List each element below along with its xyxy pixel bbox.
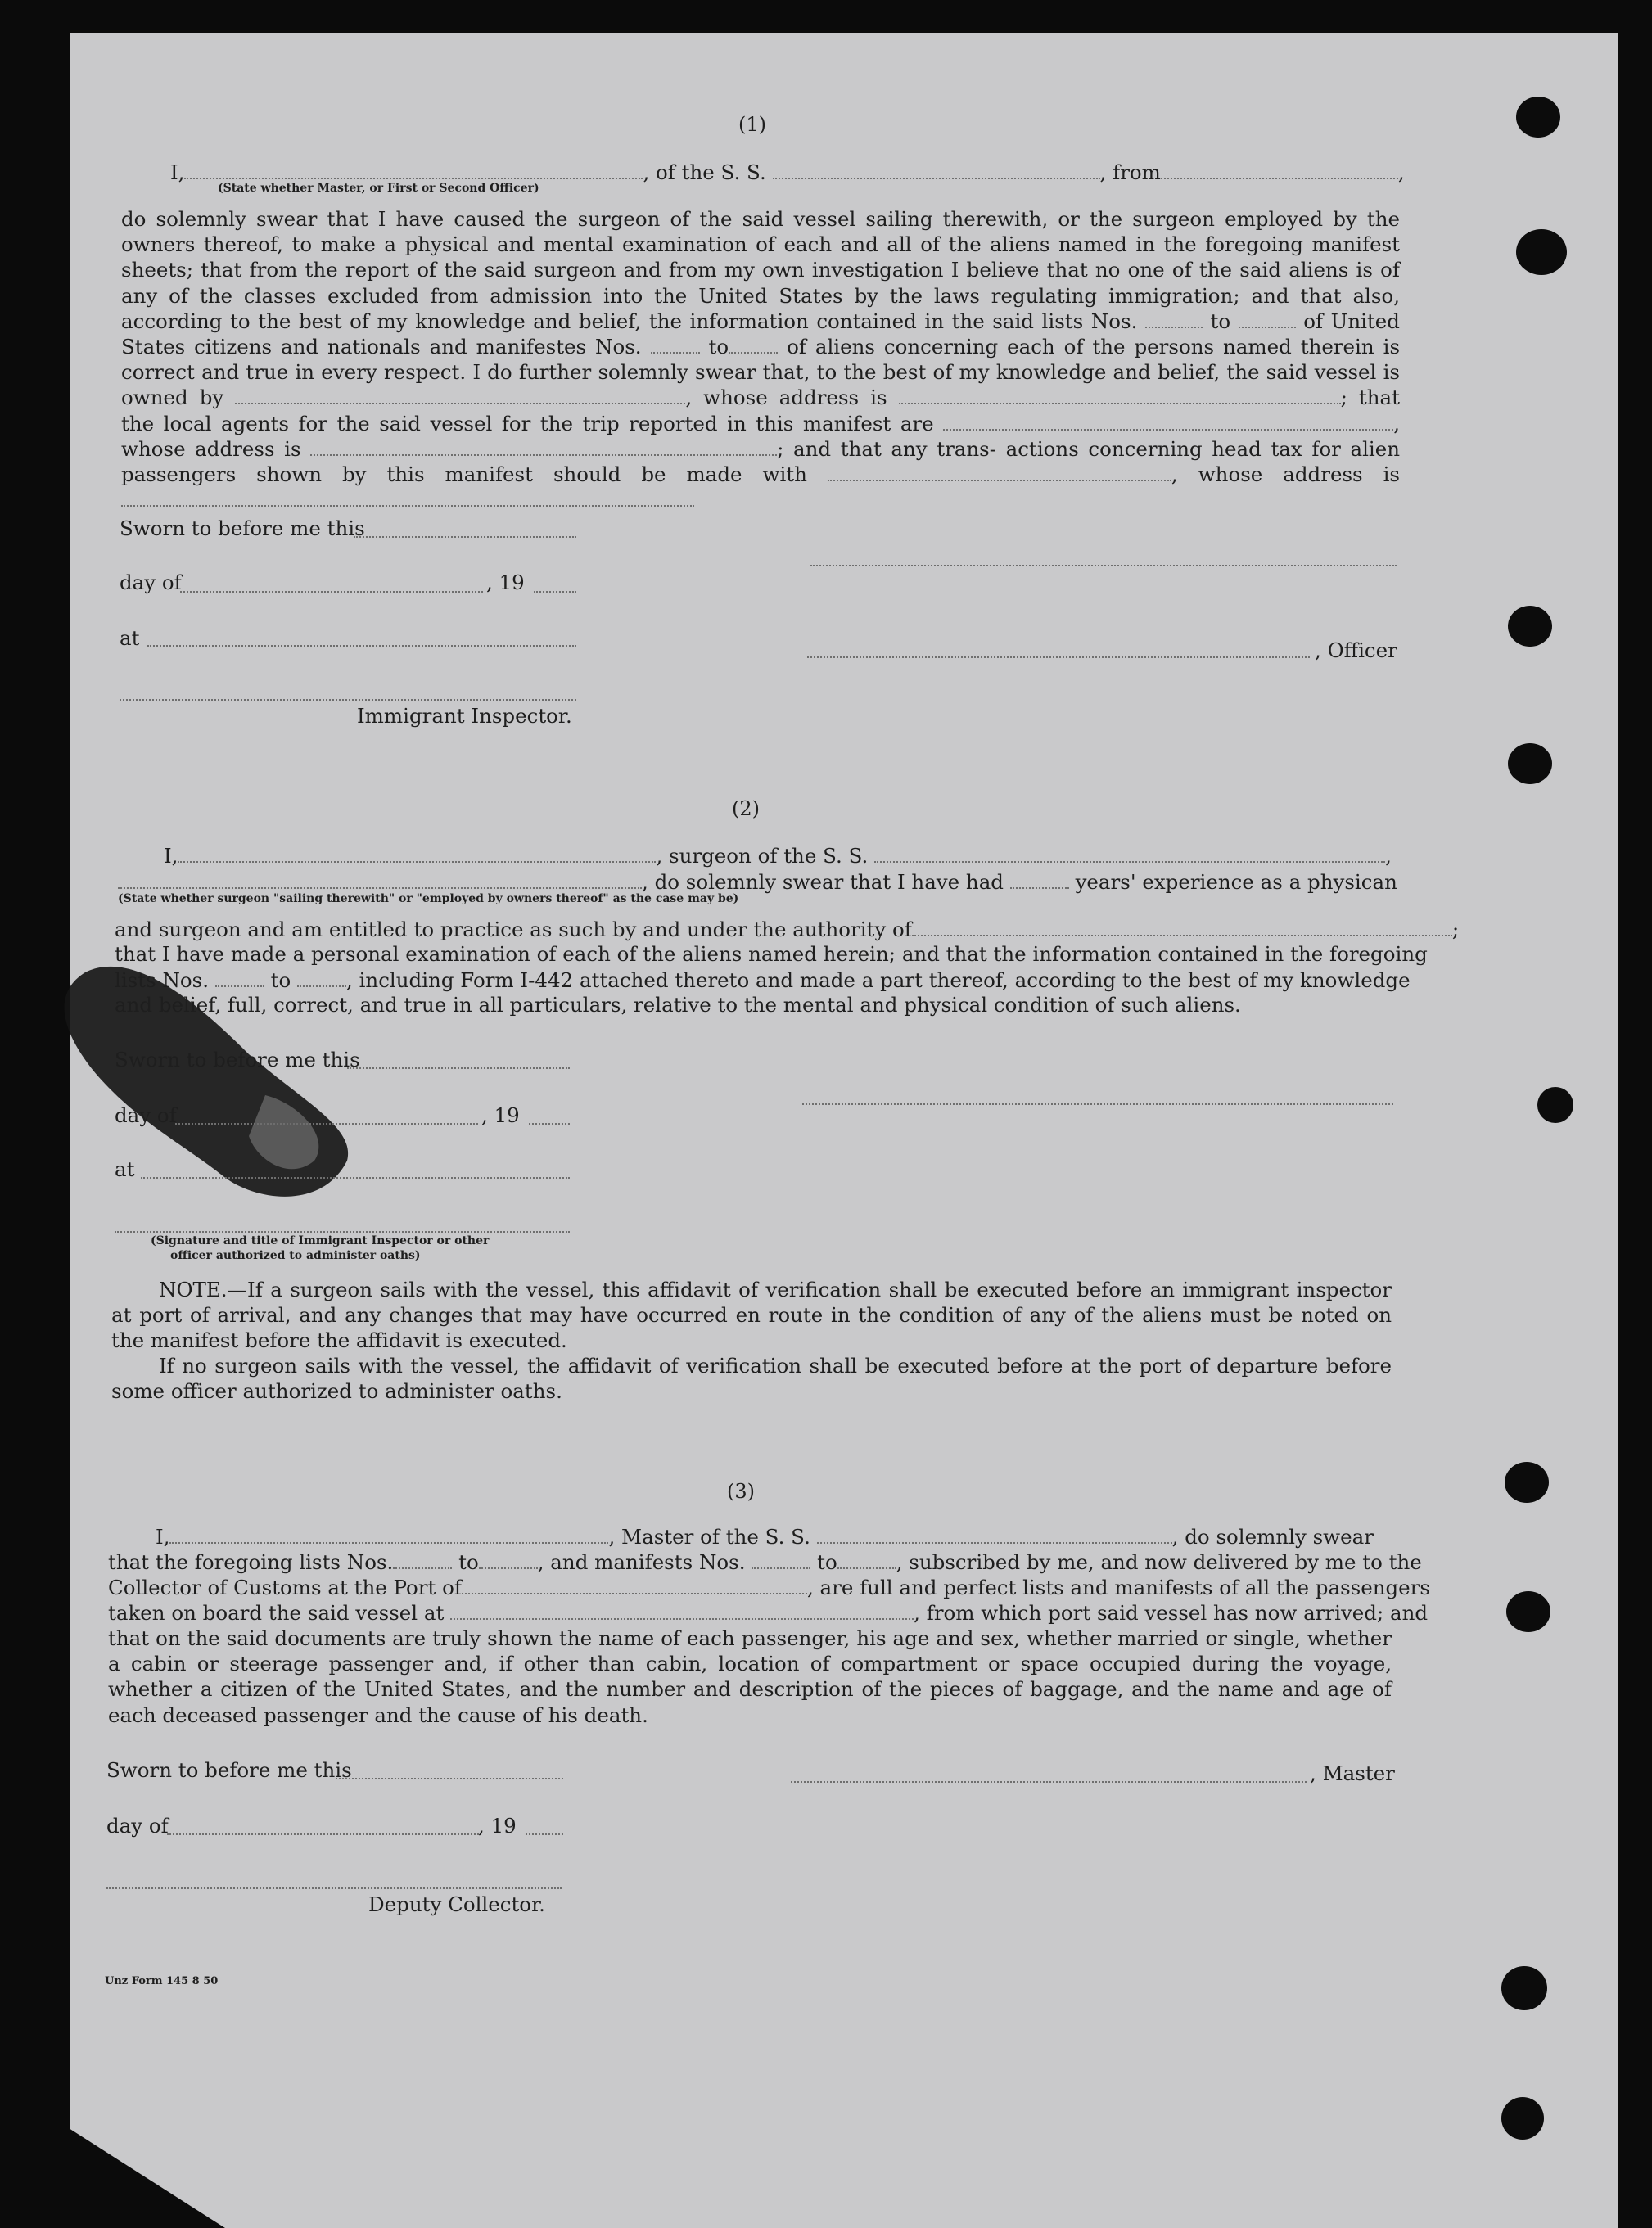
- authority-field[interactable]: [912, 917, 1452, 936]
- boarding-port-field[interactable]: [450, 1600, 914, 1620]
- s3-year-field[interactable]: [526, 1832, 563, 1835]
- s2-lists-from-field[interactable]: [215, 967, 264, 987]
- master-name-field[interactable]: [169, 1524, 608, 1544]
- s3-manifests-from-field[interactable]: [752, 1549, 810, 1569]
- s3-vessel-field[interactable]: [817, 1524, 1172, 1544]
- surgeon-hint: (State whether surgeon "sailing therewith" or "employed by owners thereof" as the case may be): [118, 892, 739, 905]
- s1-at-label: at: [120, 626, 140, 650]
- s2-sig-hint-2: officer authorized to administer oaths): [170, 1249, 421, 1262]
- s3-deputy-label: Deputy Collector.: [368, 1892, 545, 1916]
- port-field[interactable]: [462, 1575, 807, 1594]
- s1-officer-line[interactable]: [807, 655, 1310, 658]
- punch-hole-9: [1501, 2097, 1544, 2140]
- s3-day-field[interactable]: [167, 1832, 481, 1835]
- s2-sworn-label: Sworn to before me this: [115, 1048, 360, 1071]
- punch-hole-2: [1516, 229, 1567, 275]
- owner-field[interactable]: [235, 385, 685, 404]
- punch-hole-8: [1501, 1966, 1547, 2010]
- punch-hole-1: [1516, 97, 1560, 138]
- s3-line-1: I, , Master of the S. S. , do solemnly swear: [156, 1525, 1374, 1549]
- s1-at-field[interactable]: [147, 643, 576, 647]
- agents-address-field[interactable]: [310, 436, 777, 456]
- s1-officer-label: , Officer: [1315, 638, 1397, 662]
- surgeon-status-field[interactable]: [118, 869, 642, 889]
- s3-lists-from-field[interactable]: [393, 1549, 452, 1569]
- punch-hole-4: [1508, 743, 1552, 784]
- s3-day-label: day of: [106, 1814, 169, 1838]
- punch-hole-5: [1537, 1087, 1573, 1123]
- lists-to-field[interactable]: [1239, 309, 1296, 328]
- s1-year-field[interactable]: [534, 589, 576, 593]
- section-1-number: (1): [738, 113, 766, 136]
- surgeon-name-field[interactable]: [178, 843, 656, 863]
- owner-address-field[interactable]: [899, 385, 1341, 404]
- s3-deputy-line[interactable]: [106, 1886, 562, 1889]
- s1-line-1: I, , of the S. S. , from ,: [170, 160, 1405, 184]
- officer-name-field[interactable]: [184, 160, 643, 179]
- s1-day-field[interactable]: [180, 589, 483, 593]
- s3-sworn-field[interactable]: [336, 1776, 563, 1779]
- s2-line-6: and belief, full, correct, and true in all particulars, relative to the mental and physical condition of such aliens.: [115, 993, 1241, 1017]
- s1-sworn-field[interactable]: [354, 534, 576, 538]
- s2-day-field[interactable]: [175, 1121, 478, 1125]
- s1-officer-signature-line[interactable]: [810, 563, 1397, 566]
- years-experience-field[interactable]: [1010, 869, 1069, 889]
- punch-hole-3: [1508, 606, 1552, 647]
- form-id: Unz Form 145 8 50: [105, 1975, 219, 1987]
- section-2-number: (2): [732, 797, 760, 820]
- s3-manifests-to-field[interactable]: [837, 1549, 896, 1569]
- s3-sworn-label: Sworn to before me this: [106, 1758, 352, 1782]
- s3-line-3: Collector of Customs at the Port of , are full and perfect lists and manifests of all the passengers: [108, 1576, 1430, 1599]
- officer-hint: (State whether Master, or First or Second Officer): [218, 182, 539, 195]
- s2-at-label: at: [115, 1157, 135, 1181]
- s3-master-line[interactable]: [791, 1779, 1307, 1783]
- s2-line-2: , do solemnly swear that I have had years' experience as a physican: [118, 869, 1397, 895]
- note-paragraph-2: If no surgeon sails with the vessel, the affidavit of verification shall be executed before at the port of departure before some officer authorized to administer oaths.: [111, 1354, 1392, 1404]
- section-3-paragraph: that on the said documents are truly shown the name of each passenger, his age and sex, whether married or single, whether a cabin or steerage passenger and, if other than cabin, location of compartment or space occupied during the voyage, whether a citizen of the United States, and the number and description of the pieces of baggage, and the name and age of each deceased passenger and the cause of his death.: [108, 1626, 1392, 1727]
- s2-year-field[interactable]: [529, 1121, 570, 1125]
- manifests-to-field[interactable]: [729, 334, 778, 354]
- s3-line-2: that the foregoing lists Nos. to , and manifests Nos. to , subscribed by me, and now delivered by me to the: [108, 1550, 1422, 1574]
- head-tax-contact-field[interactable]: [828, 462, 1171, 481]
- s1-inspector-label: Immigrant Inspector.: [357, 704, 572, 728]
- origin-port-field[interactable]: [1161, 160, 1398, 179]
- s1-year-label: , 19: [486, 571, 525, 594]
- s2-line-5: lists Nos. to , including Form I-442 attached thereto and made a part thereof, according to the best of my knowledge: [115, 968, 1411, 992]
- punch-hole-6: [1505, 1462, 1549, 1503]
- section-1-paragraph: do solemnly swear that I have caused the surgeon of the said vessel sailing therewith, or the surgeon employed by the owners thereof, to make a physical and mental examination of each and all of the aliens named in the foregoing manifest sheets; that from the report of the said surgeon and from my own investigation I believe that no one of the said aliens is of any of the classes excluded from admission into the United States by the laws regulating immigration; and that also, according to the best of my knowledge and belief, the information contained in the said lists Nos. to of United States citizens and nationals and manifestes Nos. to of aliens concerning each of the persons named therein is correct and true in every respect. I do further solemnly swear that, to the best of my knowledge and belief, the said vessel is owned by , whose address is ; that the local agents for the said vessel for the trip reported in this manifest are , whose address is ; and that any trans- actions concerning head tax for alien passengers shown by this manifest should be made with , whose address is: [121, 206, 1400, 512]
- vessel-name-field[interactable]: [773, 160, 1100, 179]
- s3-master-label: , Master: [1310, 1761, 1395, 1785]
- agents-field[interactable]: [943, 411, 1393, 431]
- punch-hole-7: [1506, 1591, 1550, 1632]
- s3-year-label: , 19: [478, 1814, 517, 1838]
- head-tax-address-field[interactable]: [121, 487, 694, 507]
- section-3-number: (3): [727, 1480, 755, 1503]
- s2-at-field[interactable]: [141, 1175, 570, 1179]
- s2-vessel-field[interactable]: [874, 843, 1385, 863]
- s2-line-3: and surgeon and am entitled to practice as such by and under the authority of ;: [115, 918, 1460, 941]
- s2-inspector-line[interactable]: [115, 1229, 570, 1233]
- note-paragraph-1: NOTE.—If a surgeon sails with the vessel, this affidavit of verification shall be executed before an immigrant inspector at port of arrival, and any changes that may have occurred en route in the condition of any of the aliens must be noted on the manifest before the affidavit is executed.: [111, 1278, 1392, 1353]
- s2-day-label: day of: [115, 1103, 177, 1127]
- s2-sworn-field[interactable]: [347, 1066, 570, 1069]
- s1-sworn-label: Sworn to before me this: [120, 516, 365, 540]
- s2-year-label: , 19: [481, 1103, 520, 1127]
- s1-day-label: day of: [120, 571, 182, 594]
- s3-lists-to-field[interactable]: [479, 1549, 538, 1569]
- s2-lists-to-field[interactable]: [297, 967, 346, 987]
- manifests-from-field[interactable]: [651, 334, 700, 354]
- s2-sig-hint-1: (Signature and title of Immigrant Inspector or other: [151, 1234, 490, 1247]
- s2-surgeon-signature-line[interactable]: [802, 1102, 1393, 1105]
- s2-line-4: that I have made a personal examination of each of the aliens named herein; and that the information contained in the foregoing: [115, 942, 1428, 966]
- s1-inspector-line[interactable]: [120, 697, 576, 701]
- s2-line-1: I, , surgeon of the S. S. ,: [164, 844, 1392, 868]
- lists-from-field[interactable]: [1145, 309, 1203, 328]
- s3-line-4: taken on board the said vessel at , from which port said vessel has now arrived; and: [108, 1601, 1429, 1625]
